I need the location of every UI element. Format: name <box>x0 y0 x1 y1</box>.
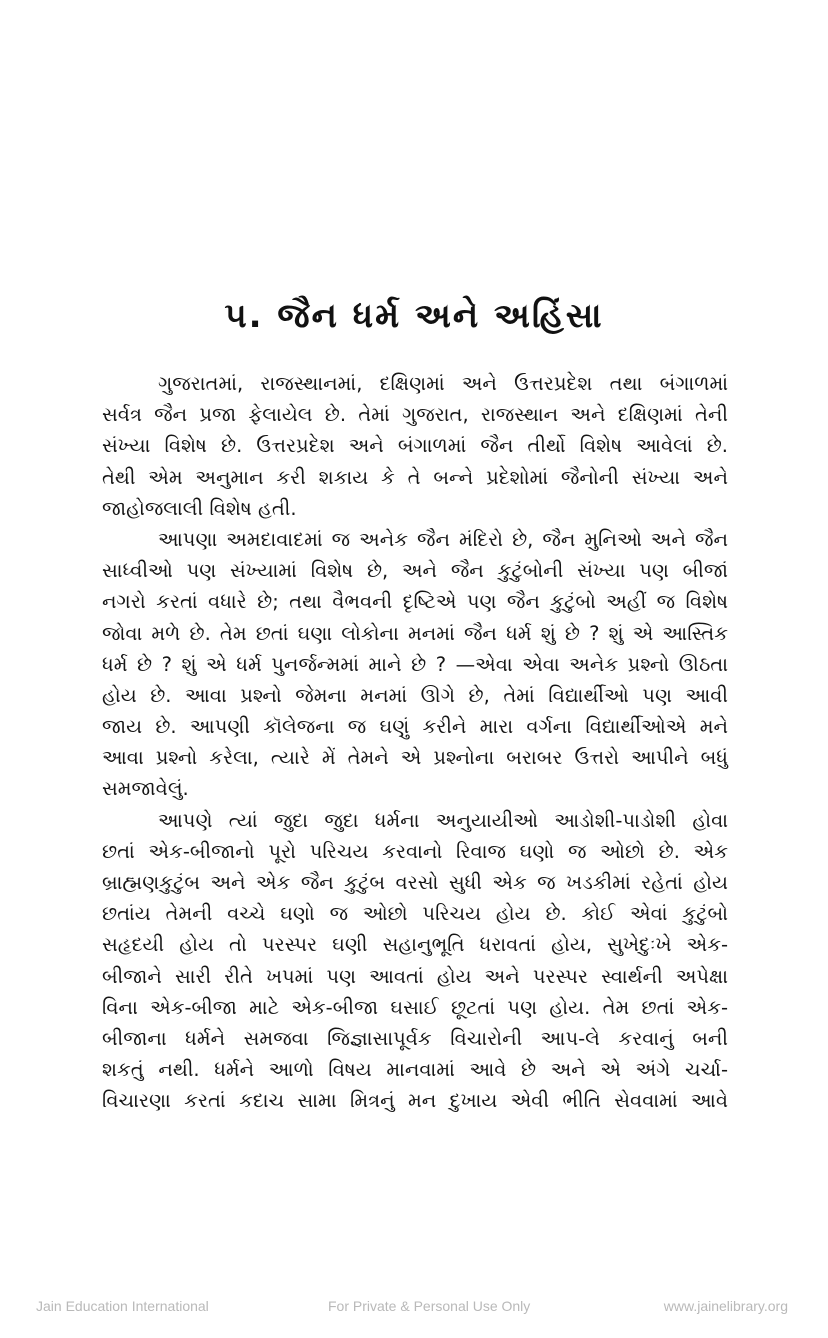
text-line: જાહોજલાલી વિશેષ હતી. <box>102 496 297 520</box>
text-line: આવા પ્રશ્નો કરેલા, ત્યારે મેં તેમને એ પ્રશ્નોના બરાબર ઉત્તરો આપીને બધું <box>102 746 728 770</box>
text-line: બીજાના ધર્મને સમજવા જિજ્ઞાસાપૂર્વક વિચારોની આપ-લે કરવાનું બની <box>102 1026 728 1050</box>
text-line: આપણા અમદાવાદમાં જ અનેક જૈન મંદિરો છે, જૈન મુનિઓ અને જૈન <box>158 527 728 551</box>
text-line: બ્રાહ્મણકુટુંબ અને એક જૈન કુટુંબ વરસો સુધી એક જ ખડકીમાં રહેતાં હોય <box>102 871 728 894</box>
paragraph-2 <box>102 524 728 805</box>
text-line: છતાં એક-બીજાનો પૂરો પરિચય કરવાનો રિવાજ ઘણો જ ઓછો છે. એક <box>102 839 728 863</box>
text-line: વિના એક-બીજા માટે એક-બીજા ઘસાઈ છૂટતાં પણ હોય. તેમ છતાં એક- <box>102 995 728 1019</box>
text-line: હોય છે. આવા પ્રશ્નો જેમના મનમાં ઊગે છે, તેમાં વિદ્યાર્થીઓ પણ આવી <box>102 683 728 707</box>
paragraph-3 <box>102 805 728 1117</box>
page-footer <box>0 1298 828 1318</box>
text-line: બીજાને સારી રીતે ખપમાં પણ આવતાં હોય અને પરસ્પર સ્વાર્થની અપેક્ષા <box>102 964 728 988</box>
text-line: સમજાવેલું. <box>102 777 189 801</box>
text-line: સહૃદયી હોય તો પરસ્પર ઘણી સહાનુભૂતિ ધરાવતાં હોય, સુખેદુઃખે એક- <box>102 933 728 957</box>
chapter-title: ૫. જૈન ધર્મ અને અહિંસા <box>224 296 604 336</box>
text-line: ધર્મ છે ? શું એ ધર્મ પુનર્જન્મમાં માને છે ? —એવા એવા અનેક પ્રશ્નો ઊઠતા <box>102 652 728 676</box>
text-line: આપણે ત્યાં જુદા જુદા ધર્મના અનુયાયીઓ આડોશી-પાડોશી હોવા <box>158 808 728 832</box>
text-line: તેથી એમ અનુમાન કરી શકાય કે તે બન્ને પ્રદેશોમાં જૈનોની સંખ્યા અને <box>102 465 728 489</box>
body-text <box>102 368 728 1117</box>
footer-usage-notice: For Private & Personal Use Only <box>328 1298 531 1314</box>
footer-website-link[interactable]: www.jainelibrary.org <box>663 1298 788 1314</box>
text-line: ગુજરાતમાં, રાજસ્થાનમાં, દક્ષિણમાં અને ઉત્તરપ્રદેશ તથા બંગાળમાં <box>158 372 728 395</box>
paragraph-1 <box>102 368 728 524</box>
text-line: જોવા મળે છે. તેમ છતાં ઘણા લોકોના મનમાં જૈન ધર્મ શું છે ? શું એ આસ્તિક <box>102 621 728 645</box>
footer-publisher: Jain Education International <box>36 1298 209 1314</box>
text-line: સંખ્યા વિશેષ છે. ઉત્તરપ્રદેશ અને બંગાળમાં જૈન તીર્થો વિશેષ આવેલાં છે. <box>102 434 728 458</box>
text-line: છતાંય તેમની વચ્ચે ઘણો જ ઓછો પરિચય હોય છે. કોઈ એવાં કુટુંબો <box>102 902 728 926</box>
text-line: જાય છે. આપણી કૉલેજના જ ઘણું કરીને મારા વર્ગના વિદ્યાર્થીઓએ મને <box>102 715 728 739</box>
text-line: નગરો કરતાં વધારે છે; તથા વૈભવની દૃષ્ટિએ પણ જૈન કુટુંબો અહીં જ વિશેષ <box>102 590 728 614</box>
text-line: સાધ્વીઓ પણ સંખ્યામાં વિશેષ છે, અને જૈન કુટુંબોની સંખ્યા પણ બીજાં <box>102 559 728 583</box>
text-line: સર્વત્ર જૈન પ્રજા ફેલાયેલ છે. તેમાં ગુજરાત, રાજસ્થાન અને દક્ષિણમાં તેની <box>102 403 728 427</box>
text-line: શકતું નથી. ધર્મને આળો વિષય માનવામાં આવે છે અને એ અંગે ચર્ચા- <box>102 1058 728 1082</box>
text-line: વિચારણા કરતાં કદાચ સામા મિત્રનું મન દુખાય એવી ભીતિ સેવવામાં આવે <box>102 1089 728 1113</box>
